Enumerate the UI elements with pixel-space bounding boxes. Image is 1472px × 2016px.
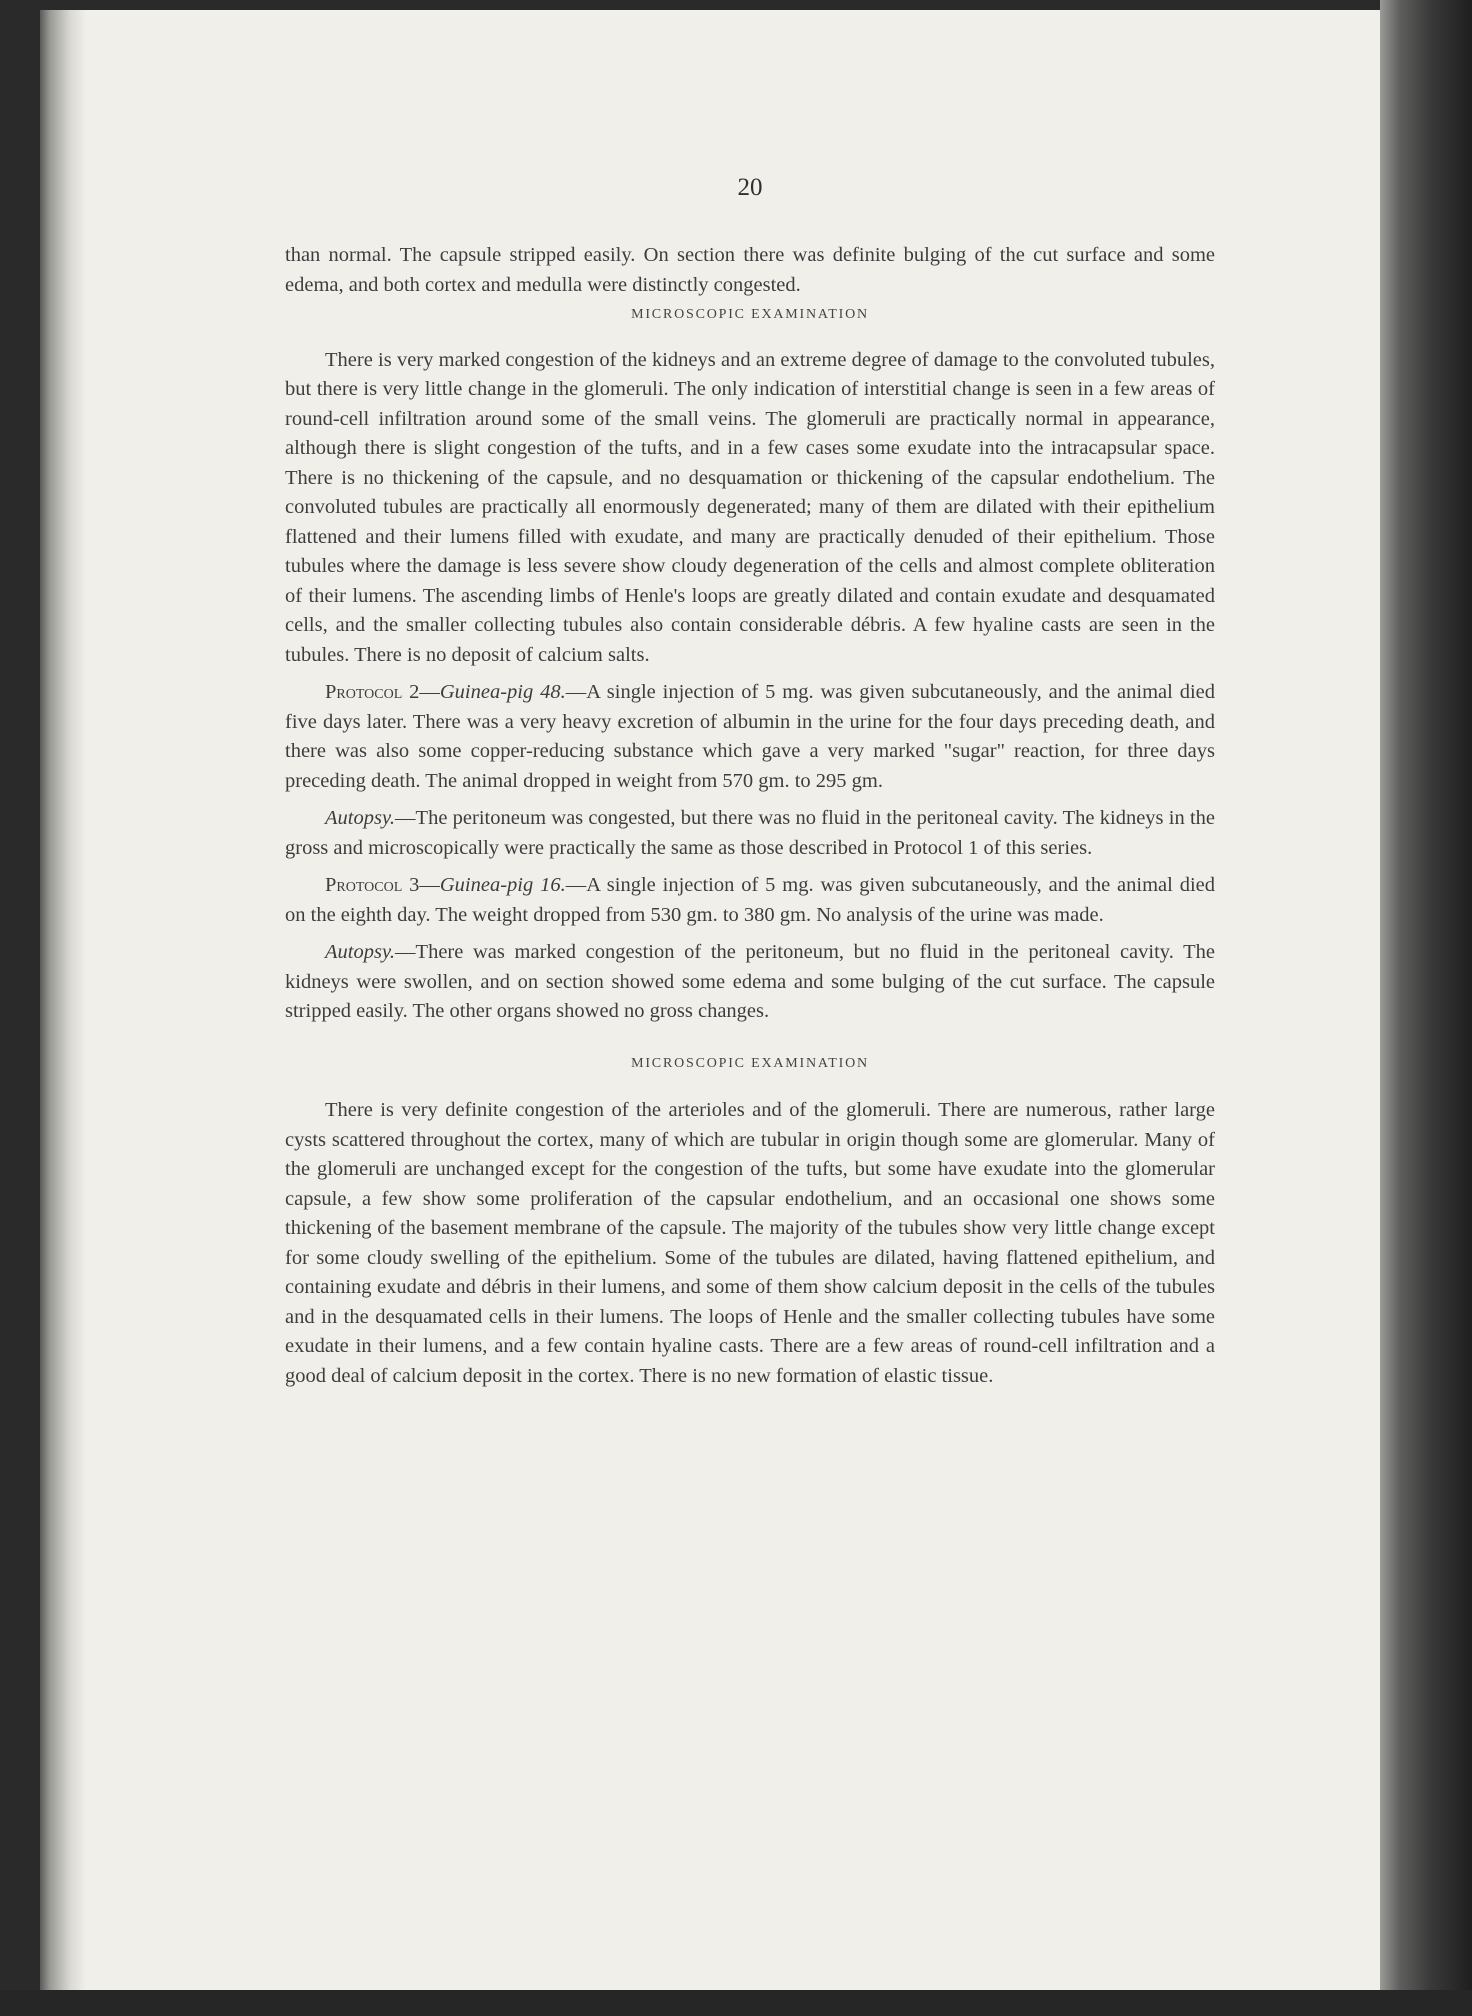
paragraph-continuation: than normal. The capsule stripped easily. On section there was definite bulging of the cut surface and some edema, and both cortex and medulla were distinctly congested. — [285, 244, 1215, 296]
autopsy-body: —The peritoneum was congested, but there was no fluid in the peritoneal cavity. The kidneys in the gross and microscopically were practically the same as those described in Protocol 1 of this series. — [285, 807, 1215, 859]
protocol-body: —A single injection of 5 mg. was given subcutaneously, and the animal died on the eighth day. The weight dropped from 530 gm. to 380 gm. No analysis of the urine was made. — [285, 874, 1215, 926]
page-text — [285, 174, 1215, 1391]
paragraph-protocol-2 — [285, 678, 1215, 796]
protocol-dash: — — [419, 681, 440, 703]
section-heading-microscopic-2: MICROSCOPIC EXAMINATION — [631, 1055, 869, 1071]
autopsy-label: Autopsy. — [325, 807, 396, 829]
protocol-subject: Guinea-pig 48. — [439, 681, 566, 703]
scan-edge-bottom — [0, 1990, 1472, 2016]
paragraph-autopsy-2 — [285, 938, 1215, 1027]
protocol-label: Protocol 2 — [325, 681, 420, 703]
paragraph-autopsy-1 — [285, 804, 1215, 863]
paragraph-protocol-3 — [285, 871, 1215, 930]
autopsy-body: —There was marked congestion of the peritoneum, but no fluid in the peritoneal cavity. The kidneys were swollen, and on section showed some edema and some bulging of the cut surface. The capsule stripped easily. The other organs showed no gross changes. — [285, 941, 1215, 1022]
paragraph-microscopic-1: There is very marked congestion of the kidneys and an extreme degree of damage to the convoluted tubules, but there is very little change in the glomeruli. The only indication of interstitial change is seen in a few areas of round-cell infiltration around some of the small veins. The glomeruli are practically normal in appearance, although there is slight congestion of the tufts, and in a few cases some exudate into the intracapsular space. There is no thickening of the capsule, and no desquamation or thickening of the capsular endothelium. The convoluted tubules are practically all enormously degenerated; many of them are dilated with their epithelium flattened and their lumens filled with exudate, and many are practically denuded of their epithelium. Those tubules where the damage is less severe show cloudy degeneration of the cells and almost complete obliteration of their lumens. The ascending limbs of Henle's loops are greatly dilated and contain exudate and desquamated cells, and the smaller collecting tubules also contain considerable débris. A few hyaline casts are seen in the tubules. There is no deposit of calcium salts. — [285, 348, 1215, 666]
scan-edge-right — [1380, 0, 1472, 2016]
paragraph-microscopic-2: There is very definite congestion of the arterioles and of the glomeruli. There are numerous, rather large cysts scattered throughout the cortex, many of which are tubular in origin though some are glomerular. Many of the glomeruli are unchanged except for the congestion of the tufts, but some have exudate into the glomerular capsule, a few show some proliferation of the capsular endothelium, and an occasional one shows some thickening of the basement membrane of the capsule. The majority of the tubules show very little change except for some cloudy swelling of the epithelium. Some of the tubules are dilated, having flattened epithelium, and containing exudate and débris in their lumens, and some of them show calcium deposit in the cells of the tubules and in the desquamated cells in their lumens. The loops of Henle and the smaller collecting tubules have some exudate in their lumens, and a few contain hyaline casts. There are a few areas of round-cell infiltration and a good deal of calcium deposit in the cortex. There is no new formation of elastic tissue. — [285, 1099, 1215, 1387]
page-number: 20 — [737, 174, 763, 201]
section-heading-microscopic-1: MICROSCOPIC EXAMINATION — [631, 307, 869, 322]
protocol-dash: — — [419, 874, 440, 896]
autopsy-label: Autopsy. — [325, 941, 396, 963]
protocol-subject: Guinea-pig 16. — [439, 874, 566, 896]
protocol-body: —A single injection of 5 mg. was given subcutaneously, and the animal died five days later. There was a very heavy excretion of albumin in the urine for the four days preceding death, and there was also some copper-reducing substance which gave a very marked "sugar" reaction, for three days preceding death. The animal dropped in weight from 570 gm. to 295 gm. — [285, 681, 1215, 792]
page-gutter-shadow — [40, 10, 86, 1990]
protocol-label: Protocol 3 — [325, 874, 420, 896]
